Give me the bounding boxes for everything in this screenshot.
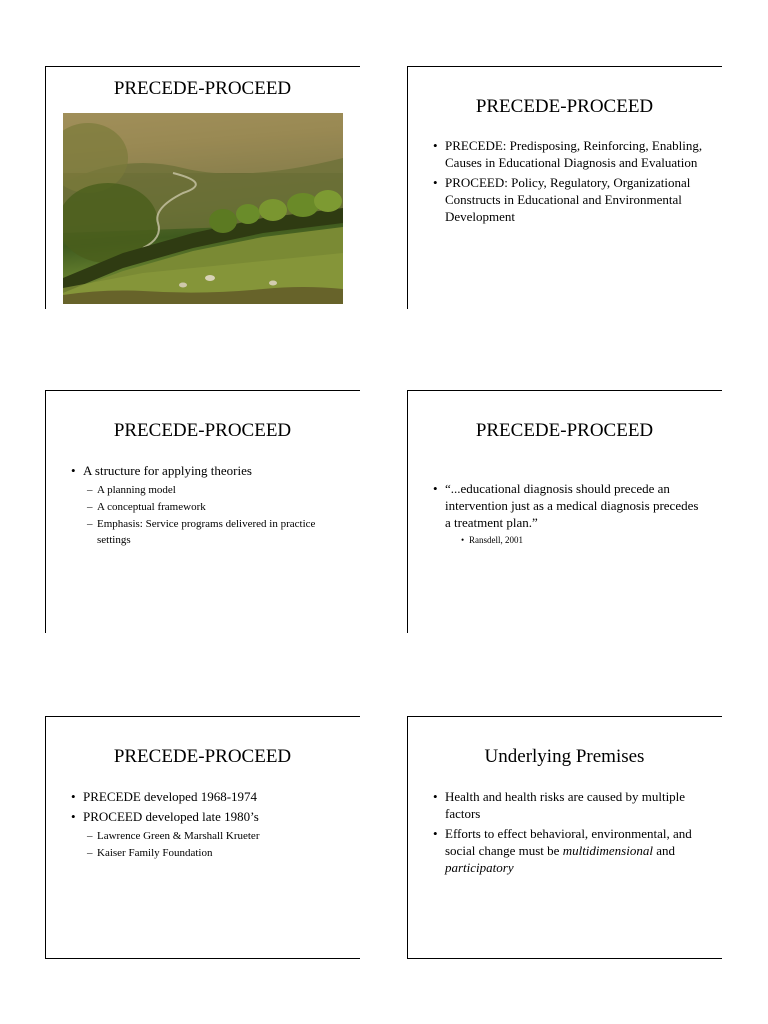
slide-border-top (407, 66, 722, 67)
slide-6 (407, 716, 722, 959)
slide-title: PRECEDE-PROCEED (113, 78, 292, 99)
slide-1 (45, 66, 360, 309)
bullet-list (433, 480, 704, 547)
sub-bullet-item: – A conceptual framework (71, 499, 342, 515)
sub-bullet-item: – Lawrence Green & Marshall Krueter (71, 828, 342, 844)
slide-border-top (45, 66, 360, 67)
slide-border-top (45, 390, 360, 391)
bullet-item (433, 825, 704, 876)
sub-bullet-item: – Emphasis: Service programs delivered in practice settings (71, 516, 342, 548)
bullet-item: • PRECEDE developed 1968-1974 (71, 788, 342, 805)
slide-4 (407, 390, 722, 633)
bullet-item: • Health and health risks are caused by multiple factors (433, 788, 704, 822)
bullet-list (433, 137, 704, 228)
slide-title: Underlying Premises (484, 746, 645, 767)
slide-border-top (407, 390, 722, 391)
slide-border-top (407, 716, 722, 717)
bullet-text: and (652, 843, 675, 858)
slide-border-left (45, 66, 46, 309)
citation: • Ransdell, 2001 (433, 534, 704, 547)
bullet-text: Efforts to effect behavioral, environmental, and social change must be (445, 826, 692, 858)
bullet-item: • PROCEED: Policy, Regulatory, Organizational Constructs in Educational and Environmental Development (433, 174, 704, 225)
sub-bullet-item: – A planning model (71, 482, 342, 498)
bullet-item: • A structure for applying theories (71, 462, 342, 479)
slide-border-bottom (407, 958, 722, 959)
slide-title: PRECEDE-PROCEED (475, 420, 654, 441)
sub-bullet-item: – Kaiser Family Foundation (71, 845, 342, 861)
slide-3 (45, 390, 360, 633)
bullet-item: • PROCEED developed late 1980’s (71, 808, 342, 825)
emphasis-text: multidimensional (562, 843, 653, 858)
bullet-item: • PRECEDE: Predisposing, Reinforcing, Enabling, Causes in Educational Diagnosis and Evaluation (433, 137, 704, 171)
slide-title: PRECEDE-PROCEED (113, 746, 292, 767)
landscape-photo (63, 113, 343, 304)
slide-border-top (45, 716, 360, 717)
slide-5 (45, 716, 360, 959)
slide-title: PRECEDE-PROCEED (475, 96, 654, 117)
bullet-list (433, 788, 704, 879)
bullet-list (71, 788, 342, 862)
slide-2 (407, 66, 722, 309)
quote-bullet: • “...educational diagnosis should precede an intervention just as a medical diagnosis precedes a treatment plan.” (433, 480, 704, 531)
slide-title: PRECEDE-PROCEED (113, 420, 292, 441)
bullet-list (71, 462, 342, 549)
slide-border-bottom (45, 958, 360, 959)
emphasis-text: participatory (445, 860, 514, 875)
